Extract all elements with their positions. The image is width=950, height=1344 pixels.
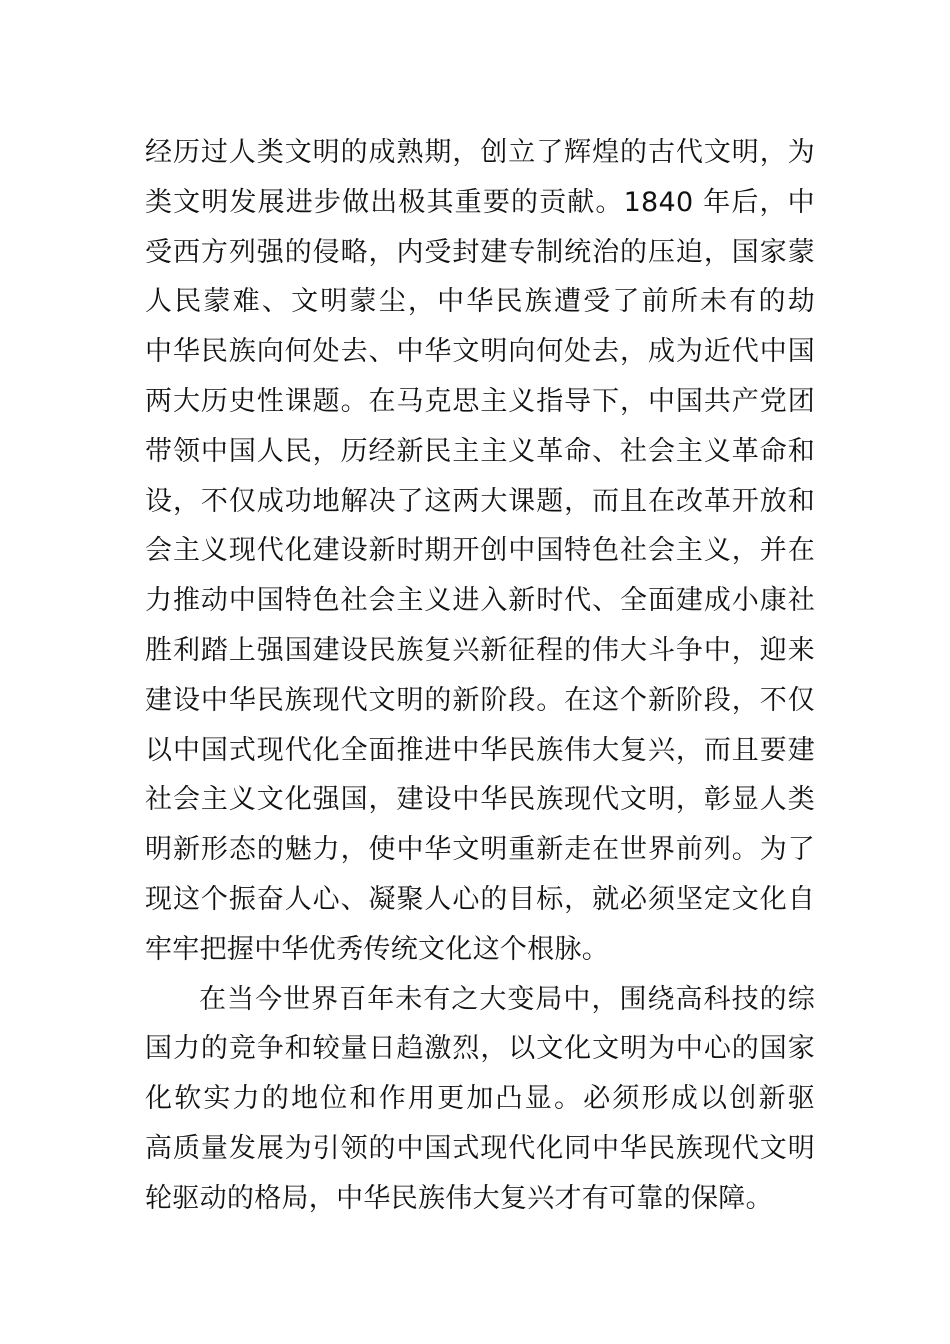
text-line: 化软实力的地位和作用更加凸显。必须形成以创新驱 — [145, 1083, 815, 1115]
body-text — [145, 128, 815, 1224]
text-line: 以中国式现代化全面推进中华民族伟大复兴，而且要建 — [145, 734, 815, 766]
text-line: 人民蒙难、文明蒙尘，中华民族遭受了前所未有的劫 — [145, 286, 815, 318]
text-line: 建设中华民族现代文明的新阶段。在这个新阶段，不仅 — [145, 684, 815, 716]
text-line: 轮驱动的格局，中华民族伟大复兴才有可靠的保障。 — [145, 1182, 773, 1214]
text-line: 现这个振奋人心、凝聚人心的目标，就必须坚定文化自 — [145, 883, 815, 915]
text-line: 国力的竞争和较量日趋激烈，以文化文明为中心的国家 — [145, 1033, 815, 1065]
text-line: 经历过人类文明的成熟期，创立了辉煌的古代文明，为 — [145, 137, 815, 168]
text-line: 中华民族向何处去、中华文明向何处去，成为近代中国 — [145, 336, 815, 368]
paragraph-2 — [145, 975, 815, 1224]
text-line: 类文明发展进步做出极其重要的贡献。1840 年后，中 — [145, 186, 815, 218]
text-line: 设，不仅成功地解决了这两大课题，而且在改革开放和 — [145, 485, 815, 517]
text-line: 高质量发展为引领的中国式现代化同中华民族现代文明 — [145, 1132, 815, 1164]
text-line: 社会主义文化强国，建设中华民族现代文明，彰显人类 — [145, 784, 815, 816]
text-line: 明新形态的魅力，使中华文明重新走在世界前列。为了 — [145, 834, 815, 866]
text-line: 力推动中国特色社会主义进入新时代、全面建成小康社 — [145, 585, 815, 617]
text-line: 两大历史性课题。在马克思主义指导下，中国共产党团 — [145, 385, 815, 417]
text-line: 带领中国人民，历经新民主主义革命、社会主义革命和 — [145, 435, 815, 467]
text-line: 胜利踏上强国建设民族复兴新征程的伟大斗争中，迎来 — [145, 634, 815, 666]
paragraph-1 — [145, 128, 815, 975]
text-line: 受西方列强的侵略，内受封建专制统治的压迫，国家蒙 — [145, 236, 815, 268]
text-line: 牢牢把握中华优秀传统文化这个根脉。 — [145, 933, 610, 965]
text-line: 在当今世界百年未有之大变局中，围绕高科技的综 — [199, 983, 815, 1015]
text-line: 会主义现代化建设新时期开创中国特色社会主义，并在 — [145, 535, 815, 567]
